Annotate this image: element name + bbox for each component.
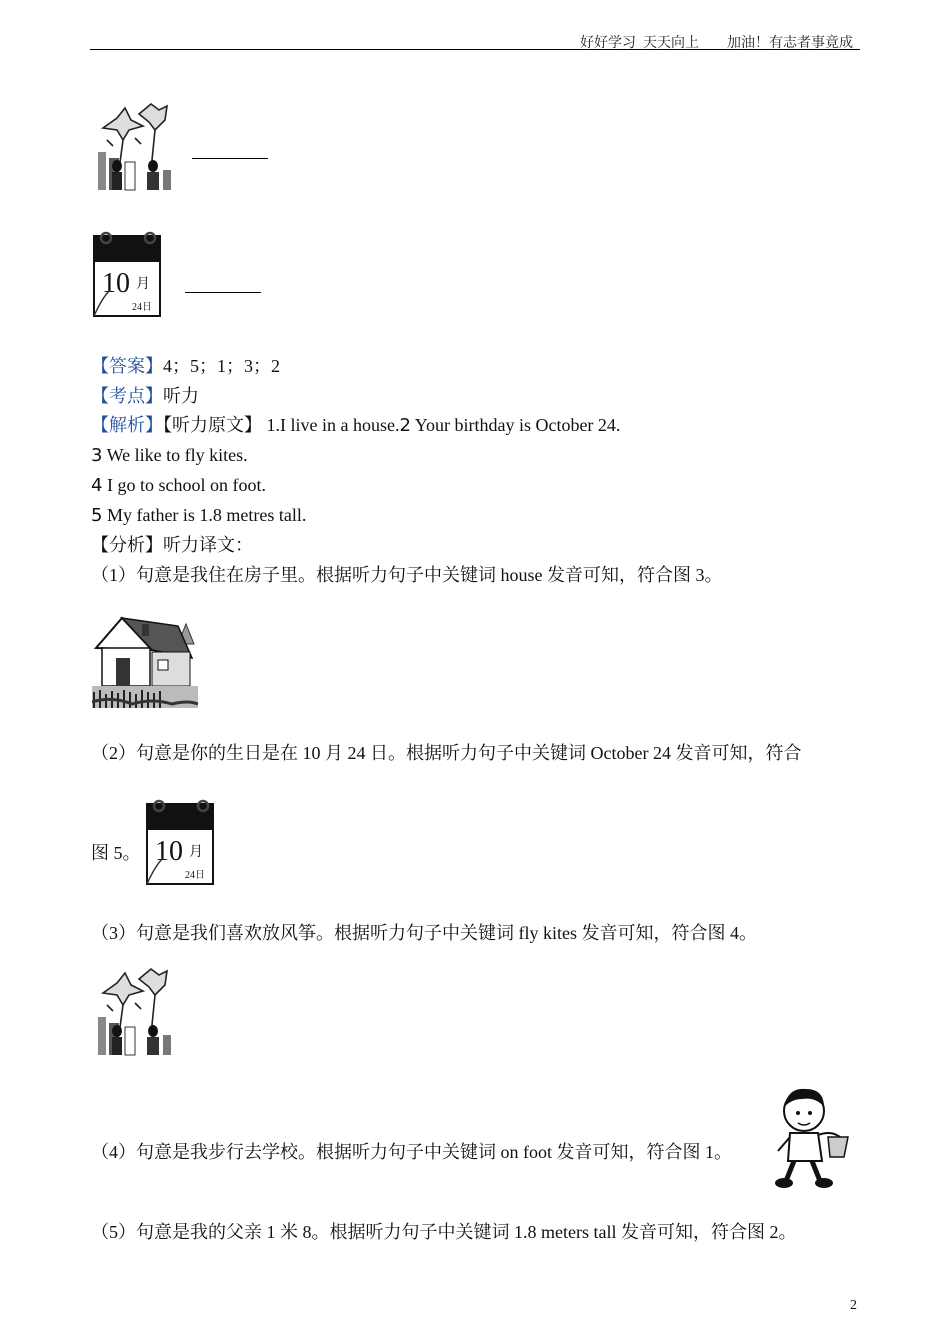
transcript-item-1: 1.I live in a house.: [266, 415, 400, 435]
analysis-line: [91, 414, 620, 437]
point-value: 听力: [163, 386, 199, 406]
calendar-month-unit: 月: [136, 277, 150, 292]
explanation-2: （2）句意是你的生日是在 10 月 24 日。根据听力句子中关键词 October 24 发音可知，符合: [91, 743, 802, 763]
header-left: 好好学习 天天向上: [580, 36, 699, 51]
explanation-3: （3）句意是我们喜欢放风筝。根据听力句子中关键词 fly kites 发音可知，符合图 4。: [91, 923, 757, 943]
answer-blank-1[interactable]: [192, 140, 268, 164]
transcript-line-3: [91, 444, 248, 467]
transcript-text: We like to fly kites.: [102, 445, 248, 465]
point-line: [91, 385, 199, 407]
walking-boy-picture: [772, 1085, 852, 1193]
calendar-day: 24日: [132, 302, 152, 313]
explanation-2-cont: 图 5。: [91, 843, 141, 863]
transcript-num: 4: [91, 475, 103, 496]
kites-picture: [95, 965, 175, 1057]
transcript-item-2: Your birthday is October 24.: [410, 415, 621, 435]
house-picture: [92, 612, 198, 712]
source-label: 【听力原文】: [163, 415, 262, 435]
explanation-4: （4）句意是我步行去学校。根据听力句子中关键词 on foot 发音可知，符合图 1。: [91, 1142, 732, 1162]
answer-tag: 【答案】: [91, 356, 163, 376]
transcript-line-5: [91, 504, 306, 527]
explanation-1: （1）句意是我住在房子里。根据听力句子中关键词 house 发音可知，符合图 3。: [91, 565, 723, 585]
calendar-month: 10: [155, 836, 183, 867]
translation-label: 【分析】听力译文：: [91, 535, 253, 555]
calendar-picture: [145, 796, 217, 886]
explanation-5: （5）句意是我的父亲 1 米 8。根据听力句子中关键词 1.8 meters tall 发音可知，符合图 2。: [91, 1222, 797, 1242]
header-divider: [90, 49, 860, 50]
answer-blank-2[interactable]: [185, 274, 261, 298]
transcript-num: 5: [91, 505, 103, 526]
answer-line: [91, 355, 280, 377]
kites-picture: [95, 100, 175, 192]
page-number: 2: [850, 1298, 857, 1313]
header-right: 加油！有志者事竟成: [727, 36, 853, 51]
point-tag: 【考点】: [91, 386, 163, 406]
transcript-text: My father is 1.8 metres tall.: [102, 505, 307, 525]
calendar-picture: [92, 228, 164, 318]
transcript-text: I go to school on foot.: [102, 475, 266, 495]
transcript-num: 3: [91, 445, 103, 466]
calendar-month-unit: 月: [189, 845, 203, 860]
calendar-day: 24日: [185, 870, 205, 881]
calendar-month: 10: [102, 268, 130, 299]
analysis-tag: 【解析】: [91, 415, 163, 435]
transcript-line-4: [91, 474, 266, 497]
transcript-num-2: 2: [399, 415, 411, 436]
answer-value: 4；5；1；3；2: [163, 356, 280, 376]
